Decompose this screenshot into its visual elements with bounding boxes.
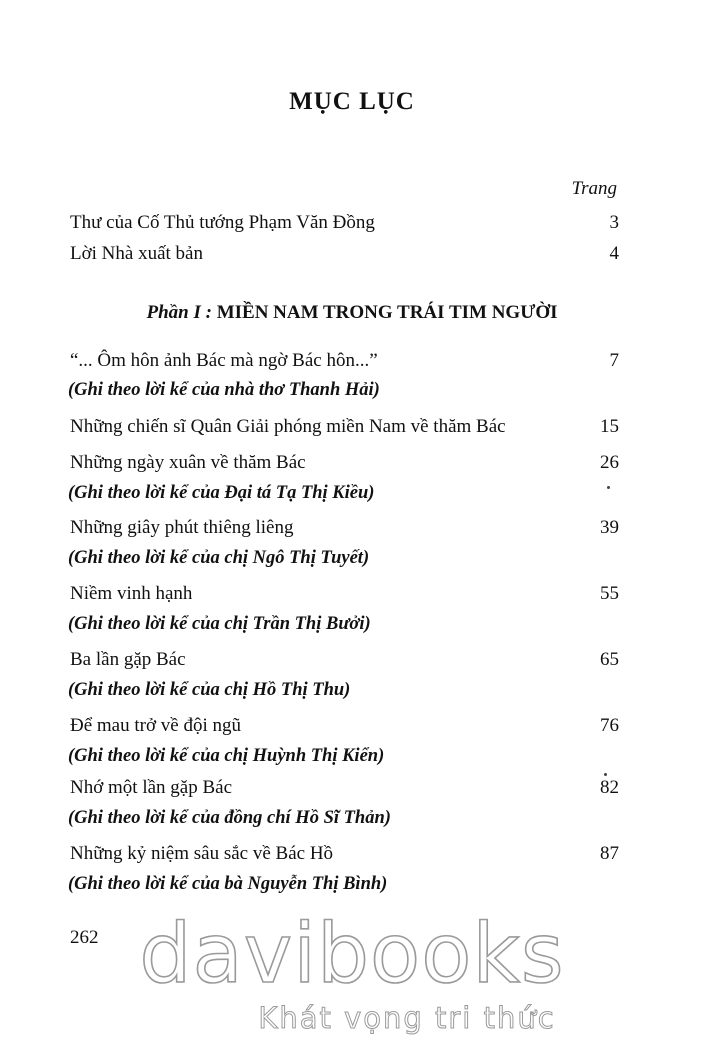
toc-entry	[70, 210, 619, 236]
page-column-header: Trang	[571, 178, 617, 199]
toc-entry-title: Những ngày xuân về thăm Bác	[70, 452, 306, 473]
page-number: 262	[70, 927, 99, 948]
toc-entry-note: (Ghi theo lời kể của bà Nguyễn Thị Bình)	[68, 874, 388, 894]
toc-entry-page: 39	[600, 517, 619, 538]
toc-entry-page: 15	[600, 416, 619, 437]
toc-entry	[70, 713, 619, 739]
toc-entry-title: Ba lần gặp Bác	[70, 649, 186, 670]
toc-entry	[70, 581, 619, 607]
toc-entry-title: Để mau trở về đội ngũ	[70, 715, 241, 736]
toc-entry-page: 26	[600, 452, 619, 473]
watermark-brand: davibooks	[139, 907, 565, 1002]
watermark-tagline: Khát vọng tri thức	[258, 1001, 556, 1035]
toc-entry-page: 3	[609, 212, 619, 233]
toc-entry	[70, 450, 619, 476]
toc-entry-note: (Ghi theo lời kể của chị Huỳnh Thị Kiển)	[68, 746, 385, 766]
toc-entry	[70, 775, 619, 801]
toc-entry-title: “... Ôm hôn ảnh Bác mà ngờ Bác hôn...”	[70, 350, 378, 371]
toc-entry-page: 55	[600, 583, 619, 604]
toc-entry-page: 76	[600, 715, 619, 736]
toc-entry-note: (Ghi theo lời kể của chị Hồ Thị Thu)	[68, 680, 351, 700]
toc-entry-title: Lời Nhà xuất bản	[70, 243, 203, 264]
toc-entry-page: 7	[609, 350, 619, 371]
toc-entry-title: Thư của Cố Thủ tướng Phạm Văn Đồng	[70, 212, 375, 233]
toc-entry-page: 82	[600, 777, 619, 798]
scan-speck	[607, 486, 610, 489]
toc-entry-title: Nhớ một lần gặp Bác	[70, 777, 233, 798]
part-title: MIỀN NAM TRONG TRÁI TIM NGƯỜI	[216, 302, 558, 323]
scan-speck	[604, 773, 607, 776]
toc-entry	[70, 515, 619, 541]
toc-entry-title: Những giây phút thiêng liêng	[70, 517, 294, 538]
page-title: MỤC LỤC	[289, 88, 415, 115]
toc-entry-note: (Ghi theo lời kể của chị Ngô Thị Tuyết)	[68, 548, 370, 568]
toc-entry-page: 65	[600, 649, 619, 670]
toc-entry-note: (Ghi theo lời kể của nhà thơ Thanh Hải)	[68, 380, 380, 400]
toc-entry-note: (Ghi theo lời kể của Đại tá Tạ Thị Kiều)	[68, 483, 375, 503]
toc-entry-note: (Ghi theo lời kể của chị Trần Thị Bưởi)	[68, 614, 371, 634]
toc-entry-title: Những kỷ niệm sâu sắc về Bác Hồ	[70, 843, 334, 864]
toc-entry	[70, 241, 619, 267]
toc-entry	[70, 647, 619, 673]
toc-entry-page: 87	[600, 843, 619, 864]
toc-entry-title: Niềm vinh hạnh	[70, 583, 193, 604]
toc-entry	[70, 414, 619, 440]
part-label: Phần I :	[146, 302, 212, 323]
toc-entry-page: 4	[609, 243, 619, 264]
part-heading	[0, 302, 704, 324]
toc-entry	[70, 348, 619, 374]
toc-entry-title: Những chiến sĩ Quân Giải phóng miền Nam về thăm Bác	[70, 416, 506, 437]
toc-entry-note: (Ghi theo lời kể của đồng chí Hồ Sĩ Thản)	[68, 808, 391, 828]
toc-entry	[70, 841, 619, 867]
